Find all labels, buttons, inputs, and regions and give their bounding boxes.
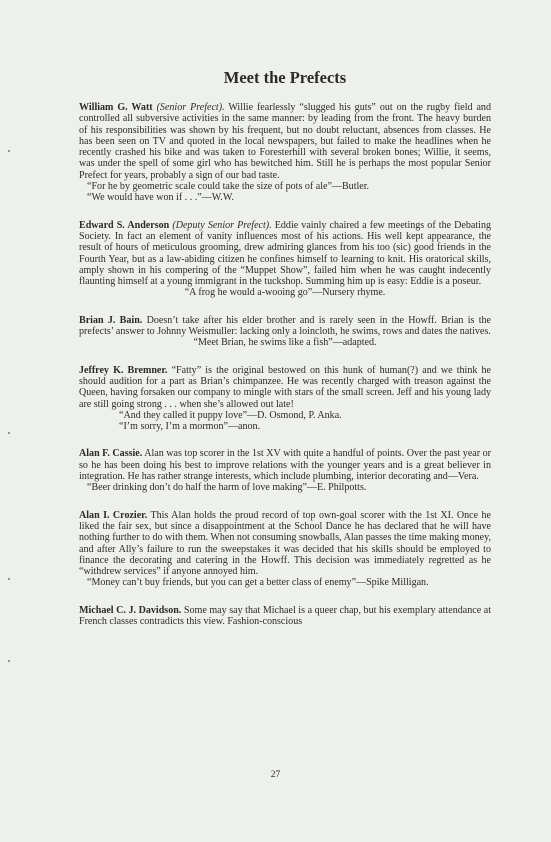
prefect-name: Alan I. Crozier.: [79, 509, 148, 521]
entry-text: Willie fearlessly “slugged his guts” out on the rugby field and controlled all subversive activities in the same manner: by leading from the front. The heavy burden of his responsibilities was shown by his frequent, but no doubt reluctant, absences from classes. He has been seen on TV and quoted in the local newspapers, but failed to make the headlines when he recently crashed his bike and was taken to Foresterhill with several broken bones; Willie, it seems, was under the spell of some girl who has bewitched him. Still he is perhaps the most popular Senior Prefect for years, probably a sign of our bad taste.: [79, 102, 491, 181]
entry-text: “Fatty” is the original bestowed on this hunk of human(?) and we think he should audition for a part as Brian’s chimpanzee. He was recently charged with treason against the Queen, having forsaken our company to mingle with stars of the small screen. Jeff and his young lady are still going strong . . . when she’s allowed out late!: [79, 364, 492, 410]
entry-quote: “Meet Brian, he swims like a fish”—adapted.: [193, 337, 377, 349]
entry-text: Doesn’t take after his elder brother and is rarely seen in the Howff. Brian is the prefects’ answer to Johnny Weismuller: lacking only a loincloth, he swims, rows and dates the natives.: [79, 314, 491, 338]
document-body: [79, 102, 491, 627]
prefect-name: William G. Watt: [79, 102, 153, 113]
entry-quote: “Money can’t buy friends, but you can get a better class of enemy”—Spike Milligan.: [87, 577, 429, 589]
entry-text: Eddie vainly chaired a few meetings of the Debating Society. In fact an element of vanity influences most of his actions. His well kept appearance, the result of hours of meticulous grooming, drew admiring glances from his too (sic) good friends in the Fourth Year, but as a law-abiding citizen he confines himself to learning to knit. His oratorical skills, amply shown in his compering of the “Muppet Show”, failed him when he was caught indecently flaunting himself at a young immigrant in the tuckshop. Summing him up is easy: Eddie is a poseur.: [79, 219, 491, 288]
entry-edward-anderson: [79, 220, 491, 299]
entry-quote: “For he by geometric scale could take the size of pots of ale”—Butler.: [87, 181, 370, 193]
entry-text: Some may say that Michael is a queer chap, but his exemplary attendance at French classes contradicts this view. Fashion-conscious: [79, 604, 491, 627]
entry-text: This Alan holds the proud record of top own-goal scorer with the 1st XI. Once he liked the fair sex, but since a disappointment at the School Dance he has declared that he will have nothing further to do with them. When not consuming snowballs, Alan passes the time making money, and after Ally’s failure to run the sweepstakes it was decided that his skills should be employed to finance the decorating and catering in the Howff. This decision was immediately regretted as he “withdrew services” if anyone annoyed him.: [79, 509, 491, 578]
prefect-name: Brian J. Bain.: [79, 314, 143, 326]
entry-paragraph: [79, 220, 491, 288]
entry-quote: “Beer drinking don’t do half the harm of love making”—E. Philpotts.: [87, 482, 367, 494]
prefect-role: (Deputy Senior Prefect).: [172, 219, 272, 231]
entry-william-watt: [79, 102, 491, 204]
margin-dot: [8, 150, 10, 152]
page-number: 27: [270, 770, 281, 780]
margin-dot: [8, 578, 10, 580]
prefect-role: (Senior Prefect).: [156, 102, 225, 113]
entry-paragraph: [79, 102, 491, 181]
entry-quote: “And they called it puppy love”—D. Osmond, P. Anka.: [119, 409, 342, 421]
entry-quote: “We would have won if . . .”—W.W.: [87, 192, 234, 204]
entry-alan-cassie: [79, 448, 491, 493]
entry-paragraph: [79, 365, 491, 410]
page-title: Meet the Prefects: [223, 68, 347, 87]
prefect-name: Alan F. Cassie.: [79, 448, 143, 460]
entry-michael-davidson: [79, 605, 491, 628]
prefect-name: Michael C. J. Davidson.: [79, 604, 182, 616]
prefect-name: Jeffrey K. Bremner.: [79, 364, 168, 376]
entry-brian-bain: [79, 315, 491, 349]
margin-dot: [8, 660, 10, 662]
margin-dot: [8, 432, 10, 434]
entry-paragraph: [79, 448, 491, 482]
entry-quote: “I’m sorry, I’m a mormon”—anon.: [119, 421, 261, 433]
entry-paragraph: [79, 605, 491, 628]
entry-jeffrey-bremner: [79, 365, 491, 433]
entry-quote: “A frog he would a-wooing go”—Nursery rhyme.: [184, 287, 386, 299]
entry-alan-crozier: [79, 510, 491, 589]
entry-paragraph: [79, 510, 491, 578]
entry-paragraph: [79, 315, 491, 338]
prefect-name: Edward S. Anderson: [79, 219, 170, 231]
entry-text: Alan was top scorer in the 1st XV with quite a handful of points. Over the past year or so he has been doing his best to improve relations with the younger years and is a great believer in integration. He has rather strange interests, which include plumbing, interior decorating and—Vera.: [79, 448, 491, 483]
